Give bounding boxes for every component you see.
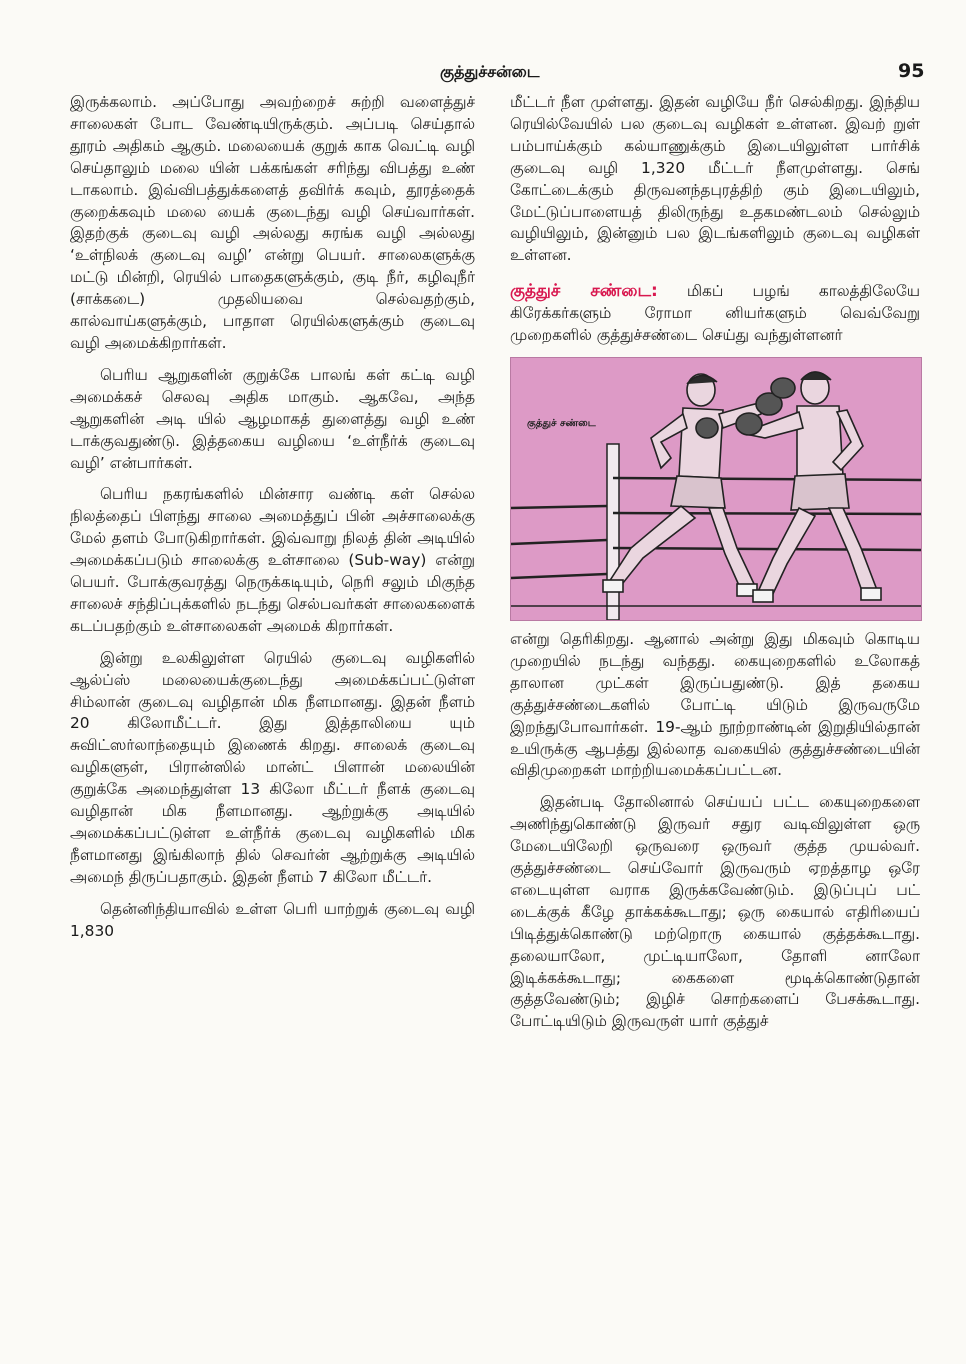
right-column [510,92,920,1043]
page-number: 95 [898,60,925,82]
boxing-illustration [510,357,922,621]
running-title: குத்துச்சன்டை [440,62,540,81]
entry-text: மிகப் பழங் காலத்திலேயே கிரேக்கர்களும் ரோமா னியர்களும் வெவ்வேறு முறைகளில் குத்துச்சண்டை செய்து வந்துள்ளனர் [510,282,920,345]
paragraph: தென்னிந்தியாவில் உள்ள பெரி யாற்றுக் குடைவு வழி 1,830 [70,899,475,940]
left-column [70,92,475,953]
paragraph: பெரிய ஆறுகளின் குறுக்கே பாலங் கள் கட்டி வழி அமைக்கச் செலவு அதிக மாகும். ஆகவே, அந்த ஆறுகளின் அடி யில் ஆழமாகத் துளைத்து வழி உண் டாக்குவதுண்டு. இத்தகைய வழியை ‘உள்நீர்க் குடைவு வழி’ என்பார்கள். [70,365,475,472]
paragraph: என்று தெரிகிறது. ஆனால் அன்று இது மிகவும் கொடிய முறையில் நடந்து வந்தது. கையுறைகளில் உலோகத் தாலான முட்கள் இருப்பதுண்டு. இத் தகைய குத்துச்சண்டைகளில் போட்டி யிடும் இருவருமே இறந்துபோவார்கள். 19-ஆம் நூற்றாண்டின் இறுதியில்தான் உயிருக்கு ஆபத்து இல்லாத வகையில் குத்துச்சண்டையின் விதிமுறைகள் மாற்றியமைக்கப்பட்டன. [510,629,920,780]
paragraph: மீட்டர் நீள முள்ளது. இதன் வழியே நீர் செல்கிறது. இந்திய ரெயில்வேயில் பல குடைவு வழிகள் உள்ளன. இவற் றுள் பம்பாய்க்கும் கல்யாணுக்கும் இடையிலுள்ள பார்சிக் குடைவு வழி 1,320 மீட்டர் நீளமுள்ளது. செங் கோட்டைக்கும் திருவனந்தபுரத்திற் கும் இடையிலும், மேட்டுப்பாளையத் திலிருந்து உதகமண்டலம் செல்லும் வழியிலும், இன்னும் பல இடங்களிலும் குடைவு வழிகள் உள்ளன. [510,93,920,265]
paragraph: இருக்கலாம். அப்போது அவற்றைச் சுற்றி வளைத்துச் சாலைகள் போட வேண்டியிருக்கும். அப்படி செய்தால் தூரம் அதிகம் ஆகும். மலையைக் குறுக் காக வெட்டி வழி செய்தாலும் மலை யின் பக்கங்கள் சரிந்து விபத்து உண் டாகலாம். இவ்விபத்துக்களைத் தவிர்க் கவும், தூரத்தைக் குறைக்கவும் மலை யைக் குடைந்து வழி செய்வார்கள். இதற்குக் குடைவு வழி அல்லது சுரங்க வழி அல்லது ‘உள்நிலக் குடைவு வழி’ என்று பெயர். சாலைகளுக்கு மட்டு மின்றி, ரெயில் பாதைகளுக்கும், குடி நீர், கழிவுநீர் (சாக்கடை) முதலியவை செல்வதற்கும், கால்வாய்களுக்கும், பாதாள ரெயில்களுக்கும் குடைவு வழி அமைக்கிறார்கள். [70,93,475,352]
entry-headword: குத்துச் சண்டை: [510,281,658,302]
entry-intro [510,281,920,347]
page-header [0,62,966,90]
paragraph: இன்று உலகிலுள்ள ரெயில் குடைவு வழிகளில் ஆல்ப்ஸ் மலையைக்குடைந்து அமைக்கப்பட்டுள்ள சிம்லான் குடைவு வழிதான் மிக நீளமானது. இதன் நீளம் 20 கிலோமீட்டர். இது இத்தாலியை யும் சுவிட்ஸர்லாந்தையும் இணைக் கிறது. சாலைக் குடைவு வழிகளுள், பிரான்ஸில் மான்ட் பிளான் மலையின் குறுக்கே அமைந்துள்ள 13 கிலோ மீட்டர் நீளக் குடைவு வழிதான் மிக நீளமானது. ஆற்றுக்கு அடியில் அமைக்கப்பட்டுள்ள உள்நீர்க் குடைவு வழிகளில் மிக நீளமானது இங்கிலாந் தில் செவர்ன் ஆற்றுக்கு அடியில் அமைந் திருப்பதாகும். இதன் நீளம் 7 கிலோ மீட்டர். [70,648,475,886]
paragraph: பெரிய நகரங்களில் மின்சார வண்டி கள் செல்ல நிலத்தைப் பிளந்து சாலை அமைத்துப் பின் அச்சாலைக்கு மேல் தளம் போடுகிறார்கள். இவ்வாறு நிலத் தின் அடியில் அமைக்கப்படும் சாலைக்கு உள்சாலை (Sub-way) என்று பெயர். போக்குவரத்து நெருக்கடியும், நெரி சலும் மிகுந்த சாலைச் சந்திப்புக்களில் நடந்து செல்பவர்கள் சாலைகளைக் கடப்பதற்கும் உள்சாலைகள் அமைக் கிறார்கள். [70,485,475,635]
figure-caption: குத்துச் சண்டை [527,417,596,429]
paragraph: இதன்படி தோலினால் செய்யப் பட்ட கையுறைகளை அணிந்துகொண்டு இருவர் சதுர வடிவிலுள்ள ஒரு மேடையிலேறி ஒருவரை ஒருவர் குத்த முயல்வர். குத்துச்சண்டை செய்வோர் இருவரும் ஏறத்தாழ ஒரே எடையுள்ள வராக இருக்கவேண்டும். இடுப்புப் பட் டைக்குக் கீழே தாக்கக்கூடாது; ஒரு கையால் எதிரியைப் பிடித்துக்கொண்டு மற்றொரு கையால் குத்தக்கூடாது. தலையாலோ, முட்டியாலோ, தோளி னாலோ இடிக்கக்கூடாது; கைகளை மூடிக்கொண்டுதான் குத்தவேண்டும்; இழிச் சொற்களைப் பேசக்கூடாது. போட்டியிடும் இருவருள் யார் குத்துச் [510,793,920,1031]
boxing-drawing [511,358,921,620]
